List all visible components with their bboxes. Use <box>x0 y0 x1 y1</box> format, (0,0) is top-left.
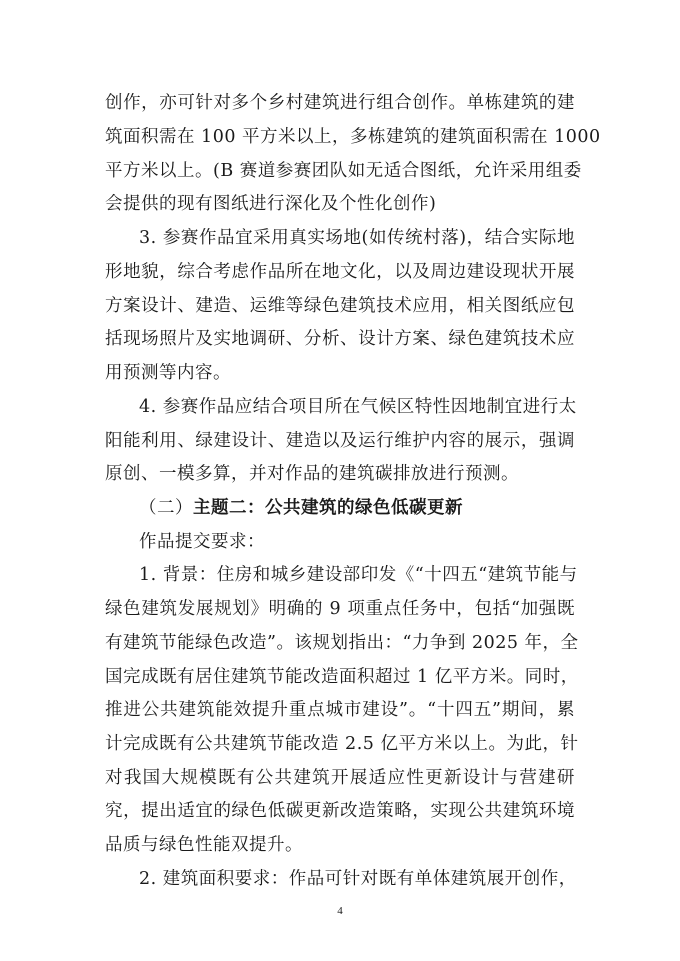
paragraph-line: 会提供的现有图纸进行深化及个性化创作) <box>105 194 437 214</box>
paragraph-line: 绿色建筑发展规划》明确的 9 项重点任务中，包括“加强既 <box>105 599 575 619</box>
paragraph-line: 国完成既有居住建筑节能改造面积超过 1 亿平方米。同时， <box>105 667 579 687</box>
section-heading-prefix: （二） <box>139 498 193 518</box>
paragraph-line: 阳能利用、绿建设计、建造以及运行维护内容的展示，强调 <box>105 431 575 451</box>
paragraph-line: 品质与绿色性能双提升。 <box>105 835 303 855</box>
paragraph-line: 筑面积需在 100 平方米以上，多栋建筑的建筑面积需在 1000 <box>105 127 601 147</box>
paragraph-line: 2. 建筑面积要求：作品可针对既有单体建筑展开创作， <box>139 869 577 889</box>
paragraph-line: 4. 参赛作品应结合项目所在气候区特性因地制宜进行太 <box>139 397 577 417</box>
section-heading <box>139 497 463 519</box>
paragraph-line: 计完成既有公共建筑节能改造 2.5 亿平方米以上。为此，针 <box>105 734 579 754</box>
paragraph-line: 形地貌，综合考虑作品所在地文化，以及周边建设现状开展 <box>105 262 575 282</box>
paragraph-line: 推进公共建筑能效提升重点城市建设”。“十四五”期间，累 <box>105 700 575 720</box>
paragraph-line: 有建筑节能绿色改造”。该规划指出：“力争到 2025 年，全 <box>105 633 579 653</box>
paragraph-line: 3. 参赛作品宜采用真实场地(如传统村落)，结合实际地 <box>139 228 575 248</box>
paragraph-line: 用预测等内容。 <box>105 363 231 383</box>
page-number: 4 <box>337 905 343 917</box>
paragraph-line: 括现场照片及实地调研、分析、设计方案、绿色建筑技术应 <box>105 329 575 349</box>
section-heading-title: 主题二：公共建筑的绿色低碳更新 <box>193 498 463 518</box>
paragraph-line: 作品提交要求： <box>139 532 265 552</box>
paragraph-line: 创作，亦可针对多个乡村建筑进行组合创作。单栋建筑的建 <box>105 93 575 113</box>
paragraph-line: 究，提出适宜的绿色低碳更新改造策略，实现公共建筑环境 <box>105 801 575 821</box>
paragraph-line: 方案设计、建造、运维等绿色建筑技术应用，相关图纸应包 <box>105 296 575 316</box>
paragraph-line: 平方米以上。(B 赛道参赛团队如无适合图纸，允许采用组委 <box>105 161 582 181</box>
paragraph-line: 1. 背景：住房和城乡建设部印发《“十四五“建筑节能与 <box>139 565 578 585</box>
paragraph-line: 原创、一模多算，并对作品的建筑碳排放进行预测。 <box>105 464 519 484</box>
paragraph-line: 对我国大规模既有公共建筑开展适应性更新设计与营建研 <box>105 768 575 788</box>
